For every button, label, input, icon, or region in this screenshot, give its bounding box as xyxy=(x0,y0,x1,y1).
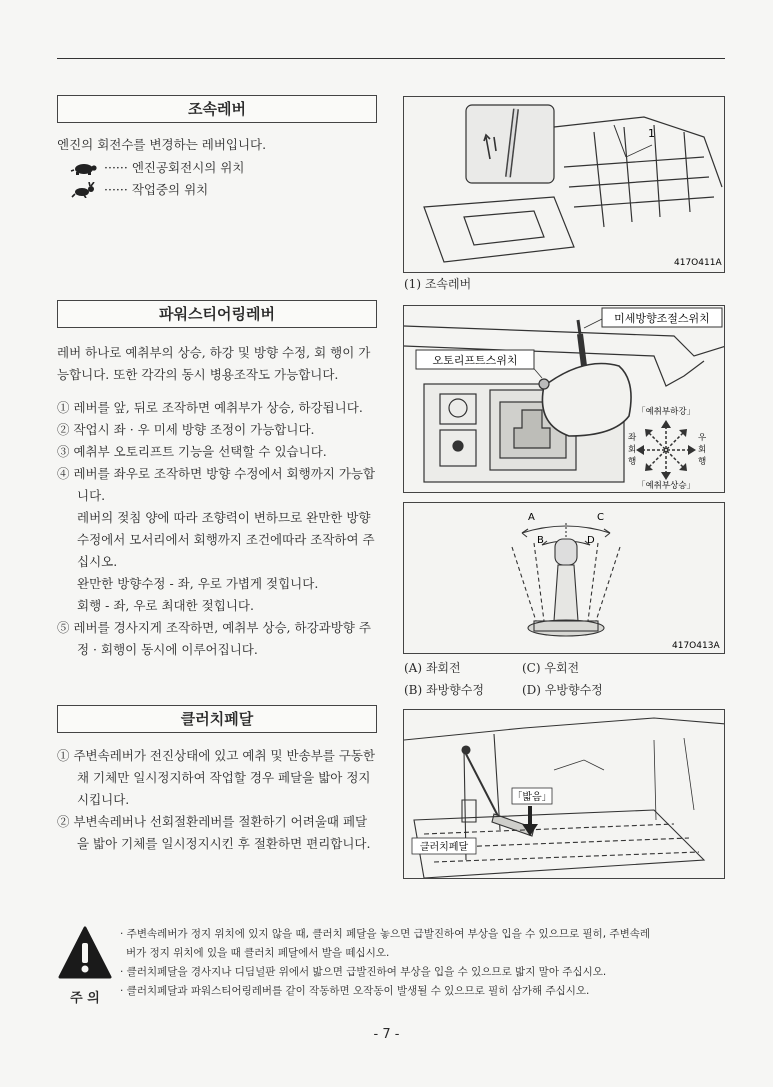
fig1-callout: 1 xyxy=(648,127,655,140)
section-title-speed-lever: 조속레버 xyxy=(57,95,377,123)
list-subitem: 회행 - 좌, 우로 최대한 젖힙니다. xyxy=(77,598,254,613)
list-subitem: 레버의 젖침 양에 따라 조향력이 변하므로 완만한 방향 수정에서 모서리에서 회행까지 조건에따라 조작하여 주십시오. xyxy=(77,510,375,569)
fig2-direction-arrows-icon xyxy=(636,420,696,480)
figure-clutch-pedal xyxy=(403,709,725,879)
list-item: ③ 예취부 오토리프트 기능을 선택할 수 있습니다. xyxy=(57,444,327,459)
legend-row-work xyxy=(70,179,370,201)
fig3-caption-a: (A) 좌회전 xyxy=(404,661,461,675)
fig3-caption-d: (D) 우방향수정 xyxy=(522,683,603,697)
list-subitem: 완만한 방향수정 - 좌, 우로 가볍게 젖힙니다. xyxy=(77,576,319,591)
fig2-label-autolift: 오토리프트스위치 xyxy=(432,354,518,367)
speed-lever-intro: 엔진의 회전수를 변경하는 레버입니다. xyxy=(57,137,267,152)
fig3-letter-b: B xyxy=(537,535,544,546)
figure-speed-lever xyxy=(403,96,725,273)
power-steering-intro: 레버 하나로 예취부의 상승, 하강 및 방향 수정, 회 행이 가능합니다. 또한 각각의 동시 병용조작도 가능합니다. xyxy=(57,345,371,382)
list-item: ④ 레버를 좌우로 조작하면 방향 수정에서 회행까지 가능합니다. xyxy=(57,466,376,503)
caution-text xyxy=(120,925,720,1001)
page-number: - 7 - xyxy=(373,1027,400,1042)
clutch-pedal-illustration xyxy=(404,710,725,879)
power-steering-illustration xyxy=(404,306,725,493)
clutch-pedal-list xyxy=(57,745,379,855)
fig2-up-label: 「예취부상승」 xyxy=(636,481,696,491)
caution-icon-block xyxy=(57,925,113,1005)
fig2-left-label: 좌 회 행 xyxy=(628,433,637,467)
warning-triangle-icon xyxy=(57,925,113,983)
section-title-power-steering: 파워스티어링레버 xyxy=(57,300,377,328)
turtle-icon xyxy=(70,160,98,176)
list-item: ② 부변속레버나 선회절환레버를 절환하기 어려울때 페달을 밟아 기체를 일시정지시킨 후 절환하면 편리합니다. xyxy=(57,814,371,851)
fig3-letter-d: D xyxy=(587,535,595,546)
speed-lever-legend xyxy=(70,157,370,201)
fig4-pedal-label: 클러치페달 xyxy=(419,842,469,853)
power-steering-list xyxy=(57,397,379,661)
list-item: ① 레버를 앞, 뒤로 조작하면 예취부가 상승, 하강됩니다. xyxy=(57,400,363,415)
fig3-caption-b: (B) 좌방향수정 xyxy=(404,683,484,697)
caution-label: 주 의 xyxy=(70,991,100,1006)
caution-line: 버가 정지 위치에 있을 때 클러치 페달에서 발을 떼십시오. xyxy=(126,947,390,959)
figure-power-steering xyxy=(403,305,725,493)
legend-work-text: ······ 작업중의 위치 xyxy=(104,182,209,197)
section-title-clutch-pedal: 클러치페달 xyxy=(57,705,377,733)
speed-lever-illustration xyxy=(404,97,725,273)
figure-lever-directions xyxy=(403,502,725,654)
top-rule xyxy=(57,58,725,59)
fig3-letter-c: C xyxy=(597,512,604,523)
caution-line: · 주변속레버가 정지 위치에 있지 않을 때, 클러치 페달을 놓으면 급발진하여 부상을 입을 수 있으므로 필히, 주변속레 xyxy=(120,928,650,940)
list-item: ② 작업시 좌 · 우 미세 방향 조정이 가능합니다. xyxy=(57,422,315,437)
list-item: ⑤ 레버를 경사지게 조작하면, 예취부 상승, 하강과방향 주정 · 회행이 동시에 이루어집니다. xyxy=(57,620,371,657)
rabbit-icon xyxy=(70,182,98,198)
fig1-caption: (1) 조속레버 xyxy=(404,277,472,291)
fig3-code: 417O413A xyxy=(672,641,720,651)
fig1-code: 417O411A xyxy=(674,258,722,268)
fig4-press-label: 「밟음」 xyxy=(512,792,552,803)
fig3-captions xyxy=(404,657,642,701)
legend-idle-text: ······ 엔진공회전시의 위치 xyxy=(104,160,245,175)
fig2-label-fine: 미세방향조절스위치 xyxy=(614,312,710,325)
caution-box xyxy=(57,925,725,1010)
fig2-down-label: 「예취부하강」 xyxy=(636,407,696,417)
fig3-letter-a: A xyxy=(528,512,535,523)
lever-directions-illustration xyxy=(404,503,725,654)
caution-line: · 클러치페달을 경사지나 디딤널판 위에서 밟으면 급발진하여 부상을 입을 수 있으므로 밟지 말아 주십시오. xyxy=(120,966,607,978)
legend-row-idle xyxy=(70,157,370,179)
caution-line: · 클러치페달과 파워스티어링레버를 같이 작동하면 오작동이 발생될 수 있으므로 필히 삼가해 주십시오. xyxy=(120,985,590,997)
fig2-right-label: 우 회 행 xyxy=(698,433,707,467)
fig3-caption-c: (C) 우회전 xyxy=(522,661,580,675)
list-item: ① 주변속레버가 전진상태에 있고 예취 및 반송부를 구동한 채 기체만 일시정지하여 작업할 경우 페달을 밟아 정지시킵니다. xyxy=(57,748,376,807)
